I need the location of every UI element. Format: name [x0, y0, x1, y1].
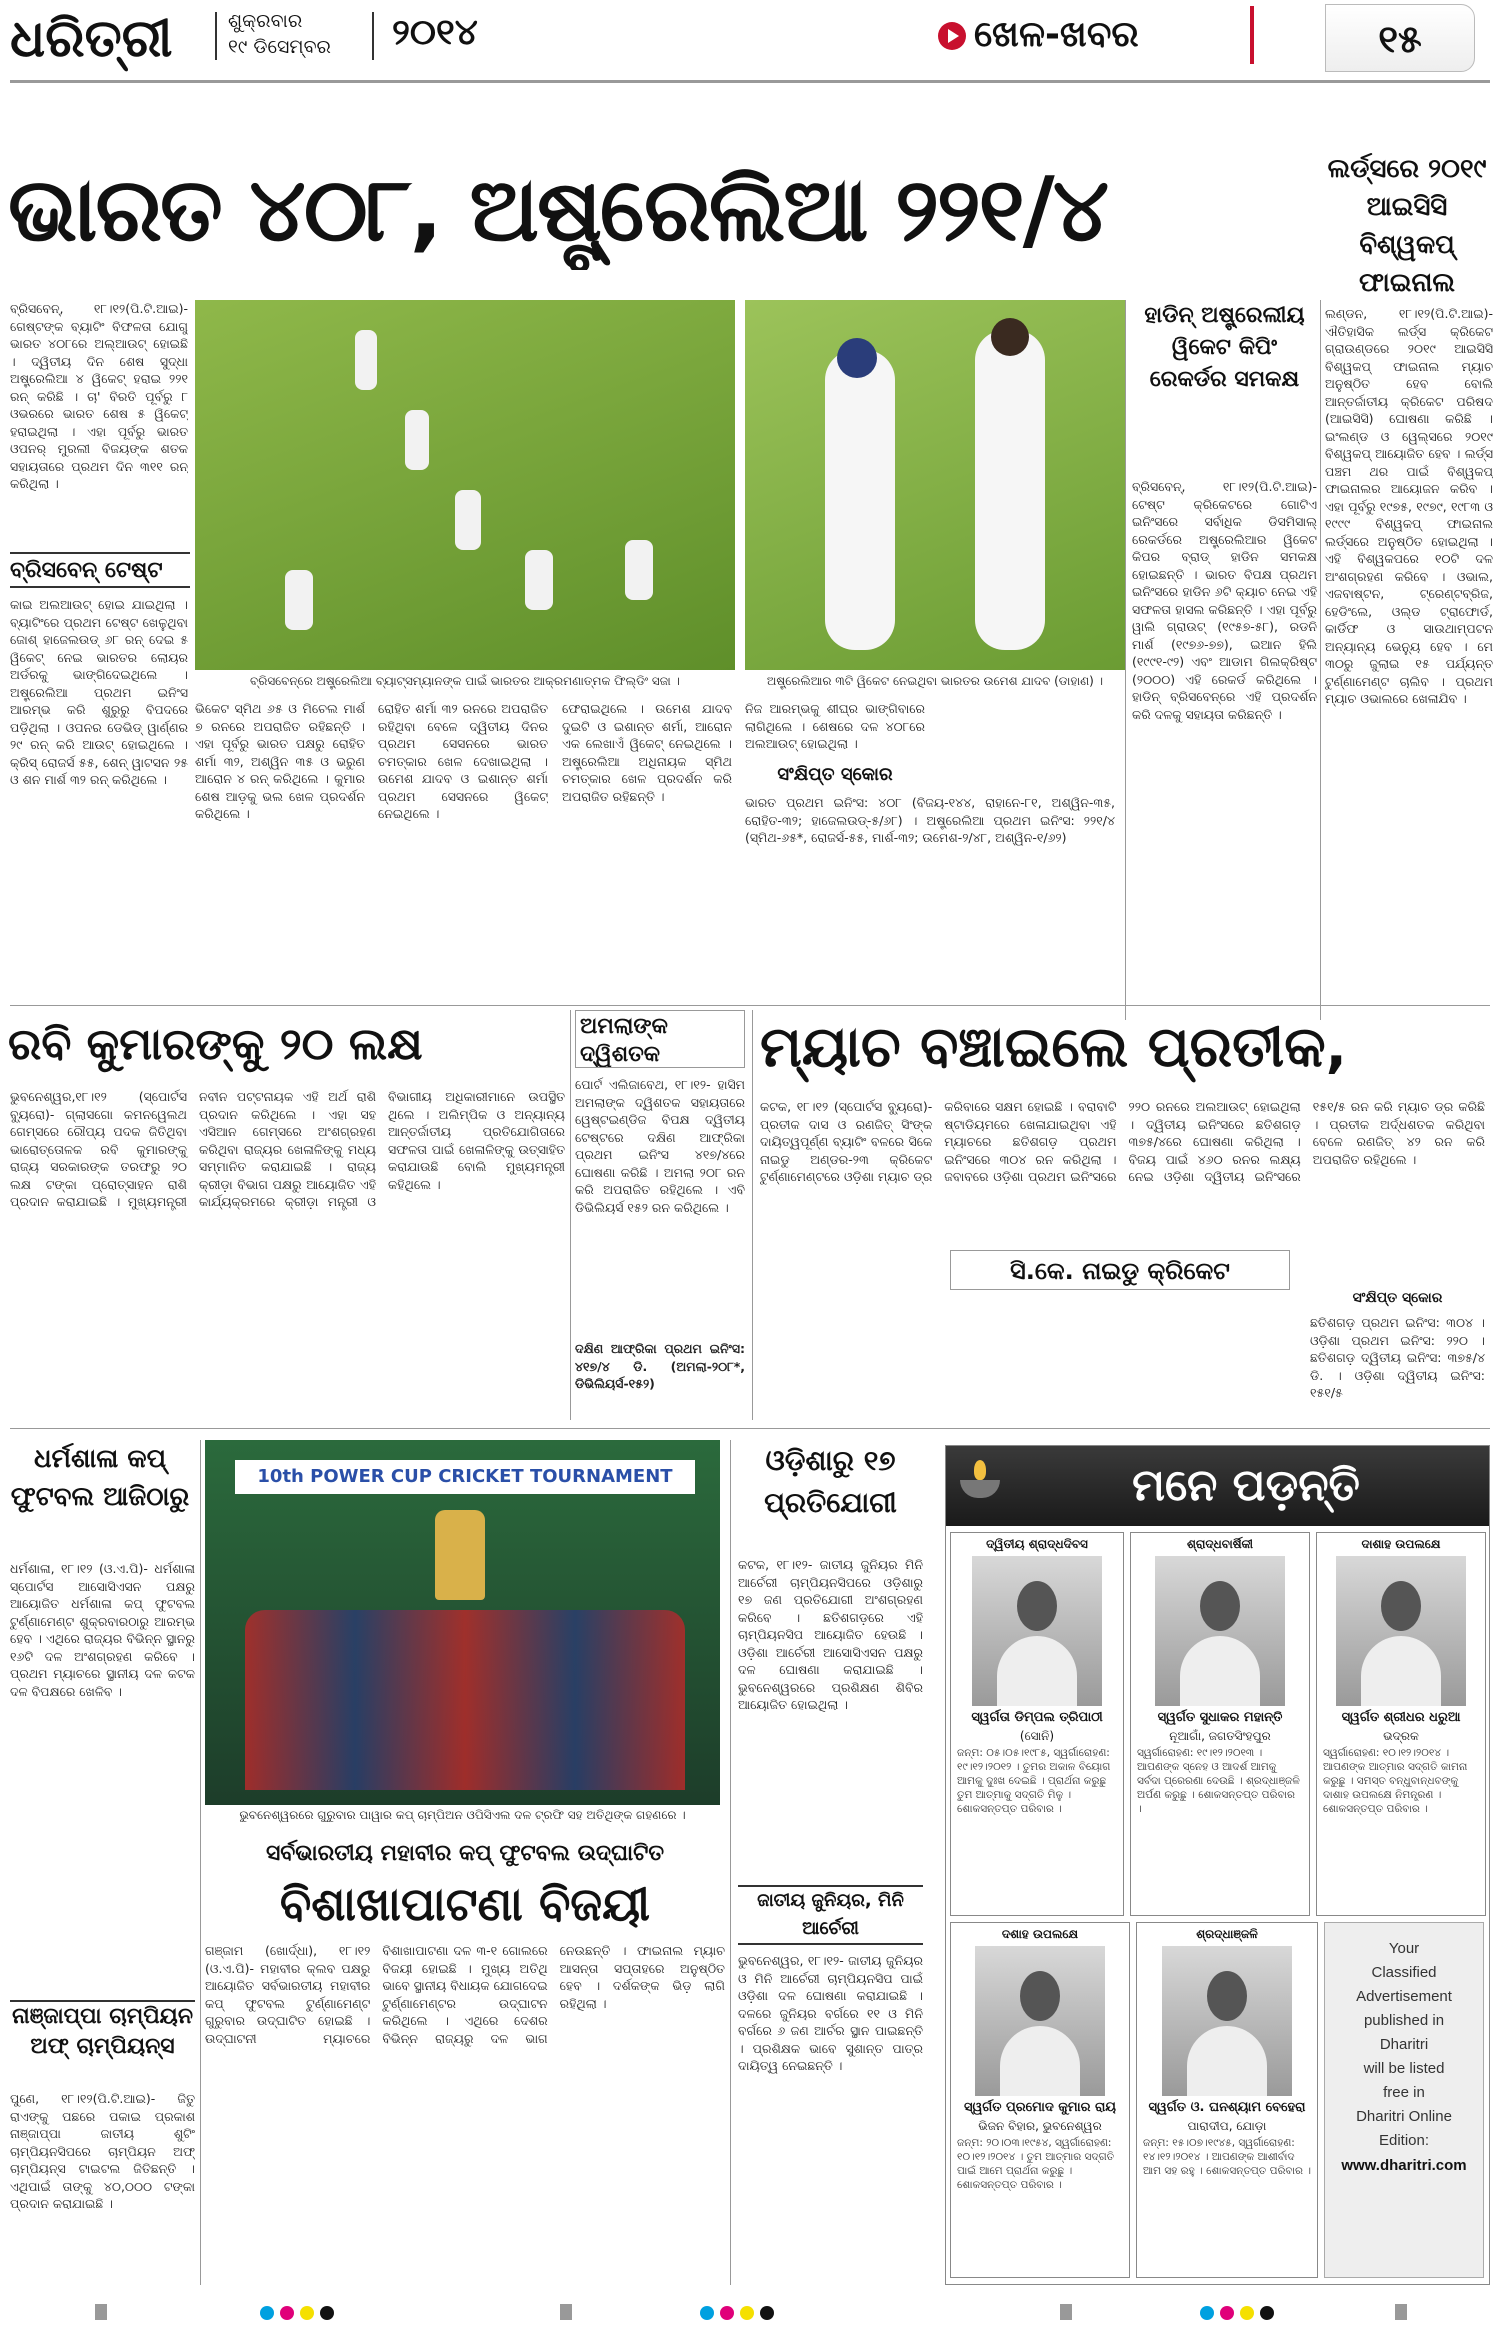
column-rule: [1125, 300, 1126, 1020]
amla-headline: ଅମଲାଙ୍କ ଦ୍ୱିଶତକ: [575, 1010, 745, 1068]
obituary-place: (ସୋନି): [1019, 1729, 1055, 1743]
dharamshala-headline: ଧର୍ମଶାଳା କପ୍ ଫୁଟବଲ ଆଜିଠାରୁ: [10, 1444, 190, 1512]
masthead-date: ୧୯ ଡିସେମ୍ବର: [228, 36, 331, 58]
lead-body-1b: କାଇ ଅଲଆଉଟ୍ ହୋଇ ଯାଇଥିଲା । ବ୍ୟାଟିଂରେ ପ୍ରଥମ ଟେଷ୍ଟ ଖେଳୁଥିବା ଜୋଶ୍ ହାଜେଲଉଡ୍ ୬୮ ରନ୍ ଦେଇ ୫ ୱିକେଟ୍ ନେଇ ଭାରତର ଲୋୟର ଅର୍ଡରକୁ ଭାଙ୍ଗିଦେଇଥିଲେ । ଅଷ୍ଟ୍ରେଲିଆ ପ୍ରଥମ ଇନିଂସ ଆରମ୍ଭ କରି ଶୁରୁରୁ ବିପଦରେ ପଡ଼ିଥିଲା । ଓପନର ଡେଭିଡ୍ ୱାର୍ଣ୍ଣର ୨୯ ରନ୍ କରି ଆଉଟ୍ ହୋଇଥିଲେ । କ୍ରିସ୍ ରୋଜର୍ସ ୫୫, ଶେନ୍ ୱାଟସନ ୨୫ ଓ ଶନ ମାର୍ଶ ୩୨ ରନ୍ କରିଥିଲେ ।: [10, 597, 188, 787]
fielders-photo-caption: ବ୍ରିସବେନ୍‌ରେ ଅଷ୍ଟ୍ରେଲିଆ ବ୍ୟାଟ୍ସମ୍ୟାନଙ୍କ ପାଇଁ ଭାରତର ଆକ୍ରମଣାତ୍ମକ ଫିଲ୍ଡିଂ ସଜା ।: [250, 674, 680, 688]
obituary-name: ସ୍ୱର୍ଗତ ପ୍ରମୋଦ କୁମାର ରାୟ: [963, 2100, 1117, 2115]
power-cup-banner: 10th POWER CUP CRICKET TOURNAMENT: [235, 1460, 695, 1494]
column-rule: [752, 1010, 753, 1420]
lamp-flame-icon: [974, 1460, 986, 1480]
umesh-photo-caption: ଅଷ୍ଟ୍ରେଲିଆର ୩ଟି ୱିକେଟ ନେଇଥିବା ଭାରତର ଉମେଶ ଯାଦବ (ଡାହାଣ) ।: [766, 674, 1104, 688]
dharamshala-body: ଧର୍ମଶାଳା, ୧୮।୧୨ (ଓ.ଏ.ପି)- ଧର୍ମଶାଳା ସ୍ପୋର୍ଟସ ଆସୋସିଏସନ ପକ୍ଷରୁ ଆୟୋଜିତ ଧର୍ମଶାଳା କପ୍ ଫୁଟବଲ ଟୁର୍ଣ୍ଣାମେଣ୍ଟ ଶୁକ୍ରବାରଠାରୁ ଆରମ୍ଭ ହେବ । ଏଥିରେ ରାଜ୍ୟର ବିଭିନ୍ନ ସ୍ଥାନରୁ ୧୬ଟି ଦଳ ଅଂଶଗ୍ରହଣ କରିବେ । ପ୍ରଥମ ମ୍ୟାଚରେ ସ୍ଥାନୀୟ ଦଳ କଟକ ଦଳ ବିପକ୍ଷରେ ଖେଳିବ ।: [10, 1561, 195, 1699]
lords-headline: ଲର୍ଡ୍ସରେ ୨୦୧୯ ଆଇସିସି ବିଶ୍ୱକପ୍ ଫାଇନାଲ: [1327, 154, 1487, 298]
obituary-label: ଦ୍ୱିତୀୟ ଶ୍ରାଦ୍ଧଦିବସ: [986, 1537, 1088, 1551]
lead-scorecard-title: ସଂକ୍ଷିପ୍ତ ସ୍କୋର: [777, 764, 893, 785]
lead-body-5: ନିଜ ଆରମ୍ଭକୁ ଶୀଘ୍ର ଭାଙ୍ଗିବାରେ ଲାଗିଥିଲେ । ଶେଷରେ ଦଳ ୪୦୮ରେ ଅଲଆଉଟ୍ ହୋଇଥିଲା ।: [745, 701, 925, 751]
grey-bar-mark: [560, 2304, 572, 2320]
magenta-mark: [720, 2306, 734, 2320]
promo-line: will be listed: [1363, 2060, 1445, 2077]
portrait-photo: [975, 1946, 1105, 2096]
power-cup-team-photo: [205, 1440, 720, 1805]
obituary-place: ପାରାଦୀପ, ଯୋଡ଼ା: [1187, 2119, 1267, 2133]
classified-promo: [1324, 1922, 1484, 2278]
obituary-name: ସ୍ୱର୍ଗତ ସୁଧାକର ମହାନ୍ତି: [1157, 1710, 1283, 1725]
amla-scorecard: ଦକ୍ଷିଣ ଆଫ୍ରିକା ପ୍ରଥମ ଇନିଂସ: ୪୧୭/୪ ଡି. (ଅମଲା-୨୦୮*, ଡିଭିଲିୟର୍ସ-୧୫୨): [575, 1341, 745, 1391]
nanjappa-headline: ନାଞ୍ଜାପ୍ପା ଚାମ୍ପିୟନ ଅଫ୍ ଚାମ୍ପିୟନ୍ସ: [10, 2000, 195, 2084]
grey-bar-mark: [1395, 2304, 1407, 2320]
black-mark: [1260, 2306, 1274, 2320]
ravi-body: ଭୁବନେଶ୍ୱର,୧୮।୧୨ (ସ୍ପୋର୍ଟସ ବ୍ୟୁରୋ)- ଗ୍ଲାସଗୋ କମନୱେଲଥ ଗେମ୍ସରେ ରୌପ୍ୟ ପଦକ ଜିତିଥିବା ଭାରୋତ୍ତୋଳକ ରବି କୁମାରଙ୍କୁ ରାଜ୍ୟ ସରକାରଙ୍କ ତରଫରୁ ୨୦ ଲକ୍ଷ ଟଙ୍କା ପ୍ରୋତ୍ସାହନ ରାଶି ପ୍ରଦାନ କରାଯାଇଛି । ମୁଖ୍ୟମନ୍ତ୍ରୀ ନବୀନ ପଟ୍ଟନାୟକ ଏହି ଅର୍ଥ ରାଶି ପ୍ରଦାନ କରିଥିଲେ । ଏହା ସହ ଏସିଆନ ଗେମ୍ସରେ ଅଂଶଗ୍ରହଣ କରିଥିବା ରାଜ୍ୟର ଖେଳାଳିଙ୍କୁ ମଧ୍ୟ ସମ୍ମାନିତ କରାଯାଇଛି । ରାଜ୍ୟ କ୍ରୀଡ଼ା ବିଭାଗ ପକ୍ଷରୁ ଆୟୋଜିତ ଏହି କାର୍ଯ୍ୟକ୍ରମରେ କ୍ରୀଡ଼ା ମନ୍ତ୍ରୀ ଓ ବିଭାଗୀୟ ଅଧିକାରୀମାନେ ଉପସ୍ଥିତ ଥିଲେ । ଅଲିମ୍ପିକ ଓ ଅନ୍ୟାନ୍ୟ ଆନ୍ତର୍ଜାତୀୟ ପ୍ରତିଯୋଗିତାରେ ସଫଳତା ପାଇଁ ଖେଳାଳିଙ୍କୁ ଉତ୍ସାହିତ କରାଯାଉଛି ବୋଲି ମୁଖ୍ୟମନ୍ତ୍ରୀ କହିଥିଲେ ।: [10, 1089, 565, 1209]
cyan-mark: [260, 2306, 274, 2320]
obituary-name: ସ୍ୱର୍ଗତ ଶ୍ରୀଧର ଧରୁଆ: [1341, 1710, 1461, 1725]
lead-body-3: ରୋହିତ ଶର୍ମା ୩୨ ରନରେ ଅପରାଜିତ ରହିଥିବା ବେଳେ ଦ୍ୱିତୀୟ ଦିନର ପ୍ରଥମ ସେସନରେ ଭାରତ ଚମତ୍କାର ଖେଳ ଦେଖାଇଥିଲା । ଉମେଶ ଯାଦବ ଓ ଇଶାନ୍ତ ଶର୍ମା ପ୍ରଥମ ସେସନରେ ୱିକେଟ୍ ନେଇଥିଲେ ।: [378, 701, 548, 821]
section-name: ଖେଳ-ଖବର: [974, 14, 1139, 55]
lead-kicker: ବ୍ରିସବେନ୍ ଟେଷ୍ଟ: [10, 552, 190, 588]
column-rule: [1320, 300, 1321, 1020]
pratik-subhead: ସି.କେ. ନାଇଡୁ କ୍ରିକେଟ: [950, 1250, 1290, 1290]
obituary-text: ଜନ୍ମ: ୦୫।୦୫।୧୯୮୫, ସ୍ୱର୍ଗାରୋହଣ: ୧୯।୧୨।୨୦୧୨ । ତୁମର ଅକାଳ ବିୟୋଗ ଆମକୁ ଦୁଃଖ ଦେଇଛି । ପ୍ରାର୍ଥନା କରୁଛୁ ତୁମ ଆତ୍ମାକୁ ସଦ୍‌ଗତି ମିଳୁ । ଶୋକସନ୍ତପ୍ତ ପରିବାର ।: [957, 1747, 1111, 1815]
magenta-mark: [280, 2306, 294, 2320]
obituary-card: [1316, 1532, 1486, 1916]
archery-body: ଭୁବନେଶ୍ୱର, ୧୮।୧୨- ଜାତୀୟ ଜୁନିୟର ଓ ମିନି ଆର୍ଚେରୀ ଚାମ୍ପିୟନସିପ ପାଇଁ ଓଡ଼ିଶା ଦଳ ଘୋଷଣା କରାଯାଇଛି । ଦଳରେ ଜୁନିୟର ବର୍ଗରେ ୧୧ ଓ ମିନି ବର୍ଗରେ ୬ ଜଣ ଆର୍ଚର ସ୍ଥାନ ପାଇଛନ୍ତି । ପ୍ରଶିକ୍ଷକ ଭାବେ ସୁଶାନ୍ତ ପାତ୍ର ଦାୟିତ୍ୱ ନେଇଛନ୍ତି ।: [738, 1953, 923, 2073]
odisharu-headline: ଓଡ଼ିଶାରୁ ୧୭ ପ୍ରତିଯୋଗୀ: [764, 1444, 897, 1519]
promo-line: Classified: [1371, 1964, 1437, 1981]
promo-line: Dharitri Online: [1356, 2108, 1452, 2125]
pratik-headline: ମ୍ୟାଚ ବଞ୍ଚାଇଲେ ପ୍ରତୀକ,: [760, 1015, 1347, 1080]
black-mark: [320, 2306, 334, 2320]
haddin-headline: ହାଡିନ୍ ଅଷ୍ଟ୍ରେଲୀୟ ୱିକେଟ କିପିଂ ରେକର୍ଡର ସମକକ୍ଷ: [1144, 303, 1305, 392]
amla-body: ପୋର୍ଟ ଏଲିଜାବେଥ, ୧୮।୧୨- ହାସିମ ଅମଲାଙ୍କ ଦ୍ୱିଶତକ ସହାୟତାରେ ୱେଷ୍ଟଇଣ୍ଡିଜ ବିପକ୍ଷ ଦ୍ୱିତୀୟ ଟେଷ୍ଟରେ ଦକ୍ଷିଣ ଆଫ୍ରିକା ପ୍ରଥମ ଇନିଂସ ୪୧୭/୪ରେ ଘୋଷଣା କରିଛି । ଅମଲା ୨୦୮ ରନ କରି ଅପରାଜିତ ରହିଥିଲେ । ଏବି ଡିଭିଲିୟର୍ସ ୧୫୨ ରନ କରିଥିଲେ ।: [575, 1077, 745, 1215]
cyan-mark: [1200, 2306, 1214, 2320]
obituary-text: ସ୍ୱର୍ଗାରୋହଣ: ୧୦।୧୨।୨୦୧୪ । ଆପଣଙ୍କ ଆତ୍ମାର ସଦ୍‌ଗତି କାମନା କରୁଛୁ । ସମସ୍ତ ବନ୍ଧୁବାନ୍ଧବଙ୍କୁ ଦାଶାହ ଉପଲକ୍ଷେ ନିମନ୍ତ୍ରଣ । ଶୋକସନ୍ତପ୍ତ ପରିବାର ।: [1323, 1747, 1468, 1815]
obituary-label: ଦାଶାହ ଉପଲକ୍ଷେ: [1361, 1537, 1441, 1551]
obituary-card: [1130, 1532, 1310, 1916]
pratik-score-title: ସଂକ୍ଷିପ୍ତ ସ୍କୋର: [1352, 1290, 1443, 1306]
portrait-photo: [1162, 1946, 1292, 2096]
power-cup-photo-caption: ଭୁବନେଶ୍ୱରରେ ଗୁରୁବାର ପାୱାର କପ୍ ଚାମ୍ପିଅନ ଓପିସିଏଲ ଦଳ ଟ୍ରଫି ସହ ଅତିଥିଙ୍କ ଗହଣରେ ।: [239, 1808, 686, 1822]
obituary-place: ଭିଜନ ବିହାର, ଭୁବନେଶ୍ୱର: [978, 2119, 1102, 2133]
masthead-rule: [10, 80, 1490, 83]
black-mark: [760, 2306, 774, 2320]
umesh-yadav-photo: [745, 300, 1125, 670]
odisharu-subhead: ଜାତୀୟ ଜୁନିୟର, ମିନି ଆର୍ଚେରୀ: [738, 1885, 923, 1945]
column-rule: [730, 1440, 731, 2285]
masthead-divider-2: [372, 12, 374, 60]
section-rule: [10, 1428, 1490, 1429]
vishakha-headline: ବିଶାଖାପାଟଣା ବିଜୟୀ: [279, 1877, 651, 1931]
lead-body-1: ବ୍ରିସବେନ୍, ୧୮।୧୨(ପି.ଟି.ଆଇ)- ଗେଷ୍ଟଙ୍କ ବ୍ୟାଟିଂ ବିଫଳତା ଯୋଗୁ ଭାରତ ୪୦୮ରେ ଅଲ୍‌ଆଉଟ୍ ହୋଇଛି । ଦ୍ୱିତୀୟ ଦିନ ଶେଷ ସୁଦ୍ଧା ଅଷ୍ଟ୍ରେଲିଆ ୪ ୱିକେଟ୍ ହରାଇ ୨୨୧ ରନ୍ କରିଛି । ଚା' ବିରତି ପୂର୍ବରୁ ୮ ଓଭରରେ ଭାରତ ଶେଷ ୫ ୱିକେଟ୍ ହରାଇଥିଲା । ଏହା ପୂର୍ବରୁ ଭାରତ ଓପନର୍ ମୁରଲୀ ବିଜୟଙ୍କ ଶତକ ସହାୟତାରେ ପ୍ରଥମ ଦିନ ୩୧୧ ରନ୍ କରିଥିଲା ।: [10, 301, 188, 491]
pratik-body: କଟକ, ୧୮।୧୨ (ସ୍ପୋର୍ଟସ ବ୍ୟୁରୋ)- ପ୍ରତୀକ ଦାସ ଓ ରଣଜିତ୍ ସିଂଙ୍କ ଦାୟିତ୍ୱପୂର୍ଣ୍ଣ ବ୍ୟାଟିଂ ବଳରେ ସିକେ ନାଇଡୁ ଅଣ୍ଡର-୨୩ କ୍ରିକେଟ ଟୁର୍ଣ୍ଣାମେଣ୍ଟରେ ଓଡ଼ିଶା ମ୍ୟାଚ ଡ୍ର କରିବାରେ ସକ୍ଷମ ହୋଇଛି । ବରାବାଟି ଷ୍ଟାଡିୟମରେ ଖେଳାଯାଇଥିବା ଏହି ମ୍ୟାଚରେ ଛତିଶଗଡ଼ ପ୍ରଥମ ଇନିଂସରେ ୩୦୪ ରନ କରିଥିଲା । ଜବାବରେ ଓଡ଼ିଶା ପ୍ରଥମ ଇନିଂସରେ ୨୨୦ ରନରେ ଅଲଆଉଟ୍ ହୋଇଥିଲା । ଦ୍ୱିତୀୟ ଇନିଂସରେ ଛତିଶଗଡ଼ ୩୭୫/୪ରେ ଘୋଷଣା କରିଥିଲା । ବିଜୟ ପାଇଁ ୪୬୦ ରନର ଲକ୍ଷ୍ୟ ନେଇ ଓଡ଼ିଶା ଦ୍ୱିତୀୟ ଇନିଂସରେ ୧୫୧/୫ ରନ କରି ମ୍ୟାଚ ଡ୍ର କରିଛି । ପ୍ରତୀକ ଅର୍ଦ୍ଧଶତକ କରିଥିବା ବେଳେ ରଣଜିତ୍ ୪୨ ରନ କରି ଅପରାଜିତ ରହିଥିଲେ ।: [760, 1099, 1485, 1184]
promo-line: Edition:: [1378, 2132, 1430, 2149]
promo-line: Advertisement: [1356, 1988, 1452, 2005]
column-rule: [570, 1010, 571, 1420]
lead-scorecard: ଭାରତ ପ୍ରଥମ ଇନିଂସ: ୪୦୮ (ବିଜୟ-୧୪୪, ରାହାନେ-୮୧, ଅଶ୍ୱିନ-୩୫, ରୋହିତ-୩୨; ହାଜେଲଉଡ୍-୫/୬୮) । ଅଷ୍ଟ୍ରେଲିଆ ପ୍ରଥମ ଇନିଂସ: ୨୨୧/୪ (ସ୍ମିଥ-୬୫*, ରୋଜର୍ସ-୫୫, ମାର୍ଶ-୩୨; ଉମେଶ-୨/୪୮, ଅଶ୍ୱିନ-୧/୬୨): [745, 795, 1115, 845]
obituary-text: ସ୍ୱର୍ଗାରୋହଣ: ୧୯।୧୨।୨୦୧୩ । ଆପଣଙ୍କ ସ୍ନେହ ଓ ଆଦର୍ଶ ଆମକୁ ସର୍ବଦା ପ୍ରେରଣା ଦେଉଛି । ଶ୍ରଦ୍ଧାଞ୍ଜଳି ଅର୍ପଣ କରୁଛୁ । ଶୋକସନ୍ତପ୍ତ ପରିବାର ।: [1137, 1747, 1300, 1815]
portrait-photo: [1155, 1556, 1285, 1706]
lead-body-2: ଭିକେଟ ସ୍ମିଥ ୬୫ ଓ ମିଚେଲ ମାର୍ଶ ୭ ରନରେ ଅପରାଜିତ ରହିଛନ୍ତି । ଏହା ପୂର୍ବରୁ ଭାରତ ପକ୍ଷରୁ ରୋହିତ ଶର୍ମା ୩୨, ଅଶ୍ୱିନ ୩୫ ଓ ଭରୁଣ ଆରୋନ ୪ ରନ୍ କରିଥିଲେ । କୁମାର ଶେଷ ଆଡ଼କୁ ଭଲ ଖେଳ ପ୍ରଦର୍ଶନ କରିଥିଲେ ।: [195, 701, 365, 821]
lead-body-4: ଫେରାଇଥିଲେ । ଉମେଶ ଯାଦବ ଦୁଇଟି ଓ ଇଶାନ୍ତ ଶର୍ମା, ଆରୋନ ଏକ ଲେଖାଏଁ ୱିକେଟ୍ ନେଇଥିଲେ । ଅଷ୍ଟ୍ରେଲିଆ ଅଧିନାୟକ ସ୍ମିଥ ଚମତ୍କାର ଖେଳ ପ୍ରଦର୍ଶନ କରି ଅପରାଜିତ ରହିଛନ୍ତି ।: [562, 701, 732, 804]
yellow-mark: [300, 2306, 314, 2320]
lamp-icon: [960, 1480, 1000, 1498]
magenta-mark: [1220, 2306, 1234, 2320]
promo-line: Dharitri: [1379, 2036, 1429, 2053]
masthead-day: ଶୁକ୍ରବାର: [228, 10, 303, 32]
vishakha-body: ଗଞ୍ଜାମ (ଖୋର୍ଦ୍ଧା), ୧୮।୧୨ (ଓ.ଏ.ପି)- ମହାବୀର କ୍ଲବ ପକ୍ଷରୁ ଆୟୋଜିତ ସର୍ବଭାରତୀୟ ମହାବୀର କପ୍ ଫୁଟବଲ ଟୁର୍ଣ୍ଣାମେଣ୍ଟ ଗୁରୁବାର ଉଦ୍‌ଘାଟିତ ହୋଇଛି । ଉଦ୍‌ଘାଟନୀ ମ୍ୟାଚରେ ବିଶାଖାପାଟଣା ଦଳ ୩-୧ ଗୋଲରେ ବିଜୟୀ ହୋଇଛି । ମୁଖ୍ୟ ଅତିଥି ଭାବେ ସ୍ଥାନୀୟ ବିଧାୟକ ଯୋଗଦେଇ ଟୁର୍ଣ୍ଣାମେଣ୍ଟର ଉଦ୍‌ଘାଟନ କରିଥିଲେ । ଏଥିରେ ଦେଶର ବିଭିନ୍ନ ରାଜ୍ୟରୁ ଦଳ ଭାଗ ନେଉଛନ୍ତି । ଫାଇନାଲ ମ୍ୟାଚ ଆସନ୍ତା ସପ୍ତାହରେ ଅନୁଷ୍ଠିତ ହେବ । ଦର୍ଶକଙ୍କ ଭିଡ଼ ଲାଗି ରହିଥିଲା ।: [205, 1943, 725, 2046]
lead-headline: ଭାରତ ୪୦୮, ଅଷ୍ଟ୍ରେଲିଆ ୨୨୧/୪: [8, 158, 1108, 261]
portrait-photo: [972, 1556, 1102, 1706]
page-number-tab: [1325, 4, 1475, 72]
obituary-place: ଭଦ୍ରକ: [1383, 1729, 1419, 1743]
odisharu-body: କଟକ, ୧୮।୧୨- ଜାତୀୟ ଜୁନିୟର ମିନି ଆର୍ଚେରୀ ଚାମ୍ପିୟନସିପରେ ଓଡ଼ିଶାରୁ ୧୭ ଜଣ ପ୍ରତିଯୋଗୀ ଅଂଶଗ୍ରହଣ କରିବେ । ଛତିଶଗଡ଼ରେ ଏହି ଚାମ୍ପିୟନସିପ ଆୟୋଜିତ ହେଉଛି । ଓଡ଼ିଶା ଆର୍ଚେରୀ ଆସୋସିଏସନ ପକ୍ଷରୁ ଦଳ ଘୋଷଣା କରାଯାଇଛି । ଭୁବନେଶ୍ୱରରେ ପ୍ରଶିକ୍ଷଣ ଶିବିର ଆୟୋଜିତ ହୋଇଥିଲା ।: [738, 1557, 923, 1712]
promo-url[interactable]: www.dharitri.com: [1341, 2157, 1467, 2174]
obituary-text: ଜନ୍ମ: ୧୫।୦୭।୧୯୪୫, ସ୍ୱର୍ଗାରୋହଣ: ୧୪।୧୨।୨୦୧୪ । ଆପଣଙ୍କ ଆଶୀର୍ବାଦ ଆମ ସହ ରହୁ । ଶୋକସନ୍ତପ୍ତ ପରିବାର ।: [1143, 2137, 1312, 2177]
print-footer: [0, 2300, 1500, 2328]
obituary-section: [945, 1445, 1490, 2285]
obituary-card: [950, 1532, 1124, 1916]
yellow-mark: [740, 2306, 754, 2320]
page-number: ୧୫: [1378, 17, 1422, 61]
obituary-label: ଶ୍ରଦ୍ଧାଞ୍ଜଳି: [1196, 1927, 1258, 1941]
obituary-text: ଜନ୍ମ: ୨୦।୦୩।୧୯୫୪, ସ୍ୱର୍ଗାରୋହଣ: ୧୦।୧୨।୨୦୧୪ । ତୁମ ଆତ୍ମାର ସଦ୍‌ଗତି ପାଇଁ ଆମେ ପ୍ରାର୍ଥନା କରୁଛୁ । ଶୋକସନ୍ତପ୍ତ ପରିବାର ।: [957, 2137, 1115, 2191]
promo-line: published in: [1363, 2012, 1445, 2029]
promo-line: Your: [1388, 1940, 1420, 1957]
obituary-name: ସ୍ୱର୍ଗତ ଓ. ଘନଶ୍ୟାମ ବେହେରା: [1148, 2100, 1306, 2115]
cyan-mark: [700, 2306, 714, 2320]
masthead-year: ୨୦୧୪: [392, 12, 478, 53]
masthead-divider: [215, 12, 217, 60]
obituary-place: ନୂଆଗାଁ, ଜଗତସିଂହପୁର: [1169, 1729, 1271, 1743]
nanjappa-body: ପୁଣେ, ୧୮।୧୨(ପି.ଟି.ଆଇ)- ଜିତୁ ରାଏଙ୍କୁ ପଛରେ ପକାଇ ପ୍ରକାଶ ନାଞ୍ଜାପ୍ପା ଜାତୀୟ ଶୁଟିଂ ଚାମ୍ପିୟନସିପରେ ଚାମ୍ପିୟନ ଅଫ୍ ଚାମ୍ପିୟନ୍ସ ଟାଇଟଲ ଜିତିଛନ୍ତି । ଏଥିପାଇଁ ତାଙ୍କୁ ୪୦,୦୦୦ ଟଙ୍କା ପ୍ରଦାନ କରାଯାଇଛି ।: [10, 2091, 195, 2211]
fielders-photo: [195, 300, 735, 670]
obituary-card: [950, 1922, 1130, 2278]
obituary-card: [1136, 1922, 1318, 2278]
column-rule: [200, 1440, 201, 2285]
obituary-banner: [946, 1446, 1489, 1526]
lords-body: ଲଣ୍ଡନ, ୧୮।୧୨(ପି.ଟି.ଆଇ)- ଐତିହାସିକ ଲର୍ଡ୍ସ କ୍ରିକେଟ ଗ୍ରାଉଣ୍ଡରେ ୨୦୧୯ ଆଇସିସି ବିଶ୍ୱକପ୍ ଫାଇନାଲ ମ୍ୟାଚ ଅନୁଷ୍ଠିତ ହେବ ବୋଲି ଆନ୍ତର୍ଜାତୀୟ କ୍ରିକେଟ ପରିଷଦ (ଆଇସିସି) ଘୋଷଣା କରିଛି । ଇଂଲଣ୍ଡ ଓ ୱେଲ୍ସରେ ୨୦୧୯ ବିଶ୍ୱକପ୍ ଆୟୋଜିତ ହେବ । ଲର୍ଡ୍ସ ପଞ୍ଚମ ଥର ପାଇଁ ବିଶ୍ୱକପ୍ ଫାଇନାଲର ଆୟୋଜନ କରିବ । ଏହା ପୂର୍ବରୁ ୧୯୭୫, ୧୯୭୯, ୧୯୮୩ ଓ ୧୯୯୯ ବିଶ୍ୱକପ୍ ଫାଇନାଲ ଲର୍ଡ୍ସରେ ଅନୁଷ୍ଠିତ ହୋଇଥିଲା । ଏହି ବିଶ୍ୱକପରେ ୧୦ଟି ଦଳ ଅଂଶଗ୍ରହଣ କରିବେ । ଓଭାଲ, ଏଜବାଷ୍ଟନ, ଟ୍ରେଣ୍ଟବ୍ରିଜ, ହେଡିଂଲେ, ଓଲ୍ଡ ଟ୍ରାଫୋର୍ଡ, କାର୍ଡିଫ ଓ ସାଉଥାମ୍ପଟନ ଅନ୍ୟାନ୍ୟ ଭେନ୍ୟୁ ହେବ । ମେ ୩୦ରୁ ଜୁଲାଇ ୧୫ ପର୍ଯ୍ୟନ୍ତ ଟୁର୍ଣ୍ଣାମେଣ୍ଟ ଚାଲିବ । ପ୍ରଥମ ମ୍ୟାଚ ଓଭାଲରେ ଖେଳାଯିବ ।: [1325, 306, 1493, 706]
ravi-headline: ରବି କୁମାରଙ୍କୁ ୨୦ ଲକ୍ଷ: [8, 1019, 423, 1070]
obituary-title: ମନେ ପଡ଼ନ୍ତି: [1132, 1460, 1360, 1511]
grey-bar-mark: [95, 2304, 107, 2320]
logo: ଧରିତ୍ରୀ: [10, 9, 173, 69]
section-red-bar: [1250, 6, 1254, 64]
yellow-mark: [1240, 2306, 1254, 2320]
pratik-score: ଛତିଶଗଡ଼ ପ୍ରଥମ ଇନିଂସ: ୩୦୪ । ଓଡ଼ିଶା ପ୍ରଥମ ଇନିଂସ: ୨୨୦ । ଛତିଶଗଡ଼ ଦ୍ୱିତୀୟ ଇନିଂସ: ୩୭୫/୪ ଡି. । ଓଡ଼ିଶା ଦ୍ୱିତୀୟ ଇନିଂସ: ୧୫୧/୫: [1310, 1315, 1485, 1400]
portrait-photo: [1336, 1556, 1466, 1706]
promo-line: free in: [1383, 2084, 1425, 2101]
masthead: [0, 0, 1500, 86]
vishakha-kicker: ସର୍ବଭାରତୀୟ ମହାବୀର କପ୍ ଫୁଟବଲ ଉଦ୍‌ଘାଟିତ: [265, 1841, 665, 1866]
obituary-label: ଦଶାହ ଉପଲକ୍ଷେ: [1001, 1927, 1079, 1941]
grey-bar-mark: [1060, 2304, 1072, 2320]
section-arrow-icon: [938, 22, 966, 50]
haddin-body: ବ୍ରିସବେନ୍, ୧୮।୧୨(ପି.ଟି.ଆଇ)- ଟେଷ୍ଟ କ୍ରିକେଟରେ ଗୋଟିଏ ଇନିଂସରେ ସର୍ବାଧିକ ଡିସମିସାଲ୍ ରେକର୍ଡରେ ଅଷ୍ଟ୍ରେଲିଆର ୱିକେଟ କିପର ବ୍ରାଡ୍ ହାଡିନ ସମକକ୍ଷ ହୋଇଛନ୍ତି । ଭାରତ ବିପକ୍ଷ ପ୍ରଥମ ଇନିଂସରେ ହାଡିନ ୬ଟି କ୍ୟାଚ ନେଇ ଏହି ସଫଳତା ହାସଲ କରିଛନ୍ତି । ଏହା ପୂର୍ବରୁ ୱାଲି ଗ୍ରାଉଟ୍ (୧୯୫୭-୫୮), ରଡନି ମାର୍ଶ (୧୯୭୬-୭୭), ଇଆନ ହିଲି (୧୯୯୧-୯୨) ଏବଂ ଆଡାମ ଗିଲକ୍ରିଷ୍ଟ (୨୦୦୦) ଏହି ରେକର୍ଡ କରିଥିଲେ । ହାଡିନ୍ ବ୍ରିସବେନ୍‌ରେ ଏହି ପ୍ରଦର୍ଶନ କରି ଦଳକୁ ସହାୟତା କରିଛନ୍ତି ।: [1132, 479, 1317, 722]
obituary-label: ଶ୍ରାଦ୍ଧବାର୍ଷିକୀ: [1186, 1537, 1254, 1551]
obituary-name: ସ୍ୱର୍ଗତା ଡିମ୍ପଲ ତ୍ରିପାଠୀ: [971, 1710, 1103, 1725]
